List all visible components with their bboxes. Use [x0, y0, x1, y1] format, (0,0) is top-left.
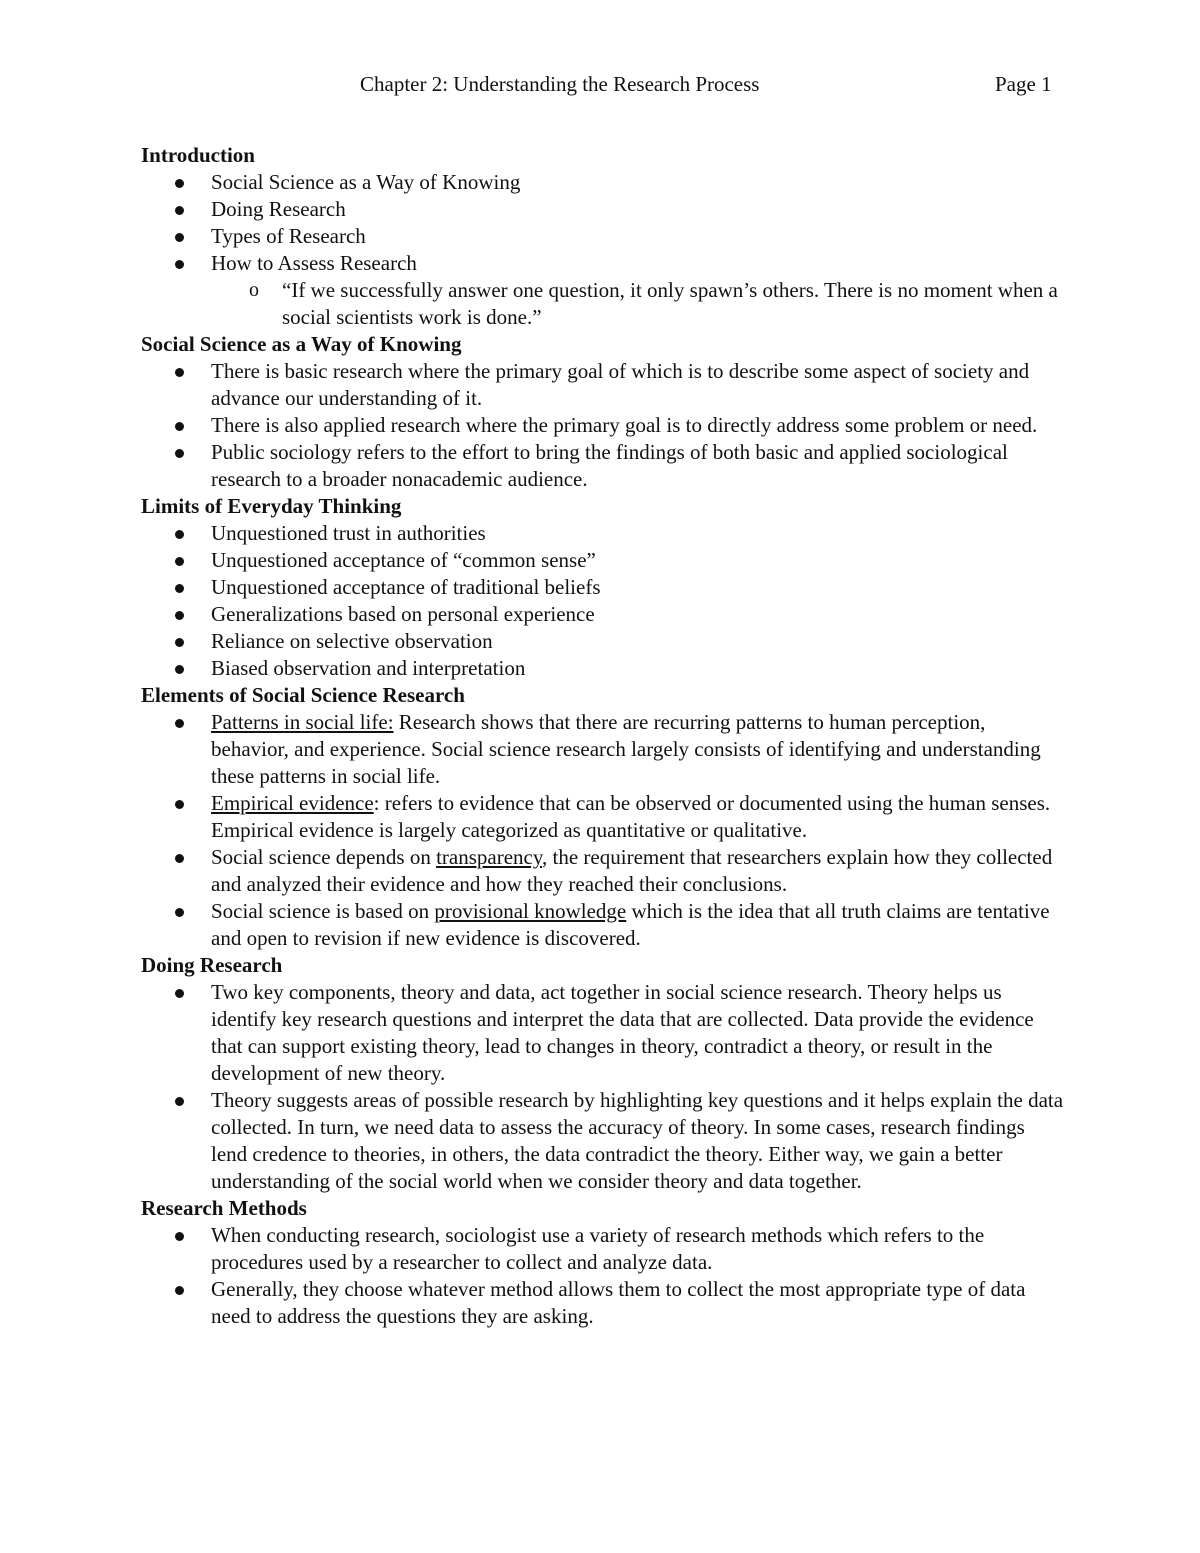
list-item-text: There is basic research where the primary goal of which is to describe some aspect of society and advance our understanding of it. — [211, 359, 1030, 410]
list-item-text: Biased observation and interpretation — [211, 656, 526, 680]
bullet-icon — [175, 233, 184, 242]
bullet-icon — [175, 206, 184, 215]
list-item — [141, 979, 1066, 1087]
list-item-text: Research shows that there are recurring patterns to human perception, behavior, and experience. Social science research largely consists of identifying and understanding these patterns in social life. — [211, 710, 1041, 788]
document-body — [141, 142, 1066, 1330]
list-item — [141, 574, 1066, 601]
list-item — [141, 547, 1066, 574]
bullet-icon — [175, 638, 184, 647]
list-item — [141, 412, 1066, 439]
list-item — [141, 898, 1066, 952]
bullet-icon — [175, 530, 184, 539]
elements-list — [141, 709, 1066, 952]
bullet-icon — [175, 1232, 184, 1241]
bullet-icon — [175, 260, 184, 269]
bullet-icon — [175, 800, 184, 809]
list-item — [141, 655, 1066, 682]
list-item-text: which is the idea that all truth claims are tentative and open to revision if new evidence is discovered. — [211, 899, 1050, 950]
list-item-text: Reliance on selective observation — [211, 629, 493, 653]
research-methods-list — [141, 1222, 1066, 1330]
section-heading-way-of-knowing: Social Science as a Way of Knowing — [141, 332, 462, 356]
page-header — [0, 72, 1200, 102]
list-item-text: Generally, they choose whatever method allows them to collect the most appropriate type of data need to address the questions they are asking. — [211, 1277, 1026, 1328]
list-item — [141, 1222, 1066, 1276]
quote-text: “If we successfully answer one question, it only spawn’s others. There is no moment when a social scientists work is done.” — [282, 278, 1058, 329]
bullet-icon — [175, 1097, 184, 1106]
list-item — [141, 1087, 1066, 1195]
list-item-text: There is also applied research where the primary goal is to directly address some problem or need. — [211, 413, 1038, 437]
header-title: Chapter 2: Understanding the Research Process — [360, 72, 760, 96]
bullet-icon — [175, 854, 184, 863]
list-item-text: How to Assess Research — [211, 251, 417, 275]
bullet-icon — [175, 1286, 184, 1295]
bullet-icon — [175, 449, 184, 458]
bullet-icon — [175, 719, 184, 728]
limits-list — [141, 520, 1066, 682]
list-item — [141, 844, 1066, 898]
list-item-text: Public sociology refers to the effort to bring the findings of both basic and applied sociological research to a broader nonacademic audience. — [211, 440, 1008, 491]
doing-research-list — [141, 979, 1066, 1195]
section-heading-doing-research: Doing Research — [141, 953, 283, 977]
list-item-text: Doing Research — [211, 197, 346, 221]
section-heading-introduction: Introduction — [141, 143, 255, 167]
bullet-icon — [175, 989, 184, 998]
list-item-text: Unquestioned acceptance of traditional beliefs — [211, 575, 601, 599]
list-item-text: Theory suggests areas of possible research by highlighting key questions and it helps explain the data collected. In turn, we need data to assess the accuracy of theory. In some cases, research findings lend credence to theories, in others, the data contradict the theory. Either way, we gain a better understanding of the social world when we consider theory and data together. — [211, 1088, 1064, 1193]
term-patterns-in-social-life: Patterns in social life: — [211, 710, 394, 734]
page-number: Page 1 — [995, 72, 1052, 96]
sub-list — [211, 277, 1066, 331]
list-item — [141, 790, 1066, 844]
list-item — [141, 601, 1066, 628]
bullet-icon — [175, 908, 184, 917]
list-item — [141, 520, 1066, 547]
list-item-text: Social science is based on — [211, 899, 435, 923]
term-empirical-evidence: Empirical evidence — [211, 791, 374, 815]
list-item-text: Unquestioned trust in authorities — [211, 521, 486, 545]
section-heading-elements: Elements of Social Science Research — [141, 683, 465, 707]
section-heading-limits: Limits of Everyday Thinking — [141, 494, 402, 518]
list-item-text: When conducting research, sociologist use a variety of research methods which refers to the procedures used by a researcher to collect and analyze data. — [211, 1223, 985, 1274]
list-item — [141, 709, 1066, 790]
list-item-text: Generalizations based on personal experience — [211, 602, 595, 626]
list-item-text: , the requirement that researchers explain how they collected and analyzed their evidence and how they reached their conclusions. — [211, 845, 1053, 896]
bullet-icon — [175, 557, 184, 566]
bullet-icon — [175, 584, 184, 593]
list-item-text: : refers to evidence that can be observed or documented using the human senses. Empirical evidence is largely categorized as quantitative or qualitative. — [211, 791, 1051, 842]
list-item — [141, 439, 1066, 493]
list-item — [141, 250, 1066, 331]
introduction-list — [141, 169, 1066, 331]
list-item — [141, 169, 1066, 196]
list-item — [141, 196, 1066, 223]
circle-bullet-icon: o — [249, 279, 259, 301]
list-item — [141, 223, 1066, 250]
list-item — [141, 1276, 1066, 1330]
list-item-text: Social Science as a Way of Knowing — [211, 170, 521, 194]
sub-list-item — [211, 277, 1066, 331]
list-item-text: Social science depends on — [211, 845, 437, 869]
section-heading-research-methods: Research Methods — [141, 1196, 307, 1220]
list-item — [141, 358, 1066, 412]
list-item — [141, 628, 1066, 655]
bullet-icon — [175, 179, 184, 188]
term-provisional-knowledge: provisional knowledge — [434, 899, 627, 923]
list-item-text: Unquestioned acceptance of “common sense” — [211, 548, 596, 572]
list-item-text: Types of Research — [211, 224, 366, 248]
bullet-icon — [175, 665, 184, 674]
bullet-icon — [175, 422, 184, 431]
list-item-text: Two key components, theory and data, act together in social science research. Theory helps us identify key research questions and interpret the data that are collected. Data provide the evidence that can support existing theory, lead to changes in theory, contradict a theory, or result in the development of new theory. — [211, 980, 1034, 1085]
bullet-icon — [175, 611, 184, 620]
way-of-knowing-list — [141, 358, 1066, 493]
term-transparency: transparency — [436, 845, 543, 869]
bullet-icon — [175, 368, 184, 377]
